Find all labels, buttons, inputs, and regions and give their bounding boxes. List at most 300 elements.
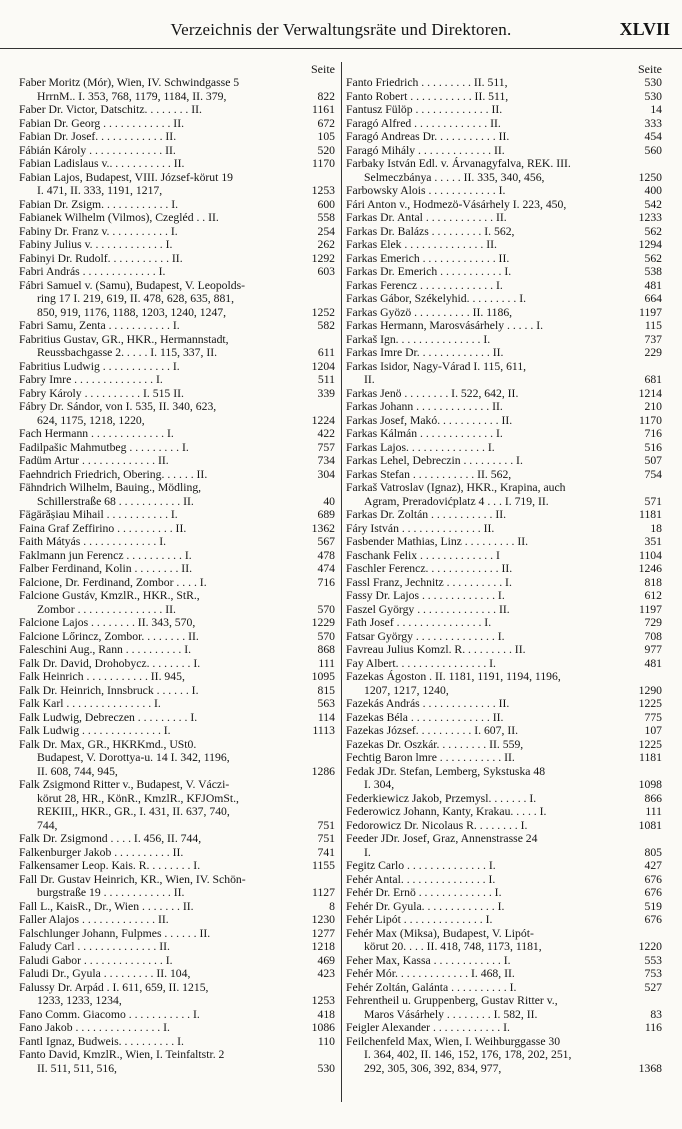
index-entry-line: [19, 576, 337, 590]
entry-text: Agram, Preradovićplatz 4 . . . I. 719, II.: [364, 494, 549, 508]
entry-page-number: 1214: [638, 386, 662, 400]
entry-text: Fanto Friedrich . . . . . . . . . II. 511,: [346, 76, 508, 89]
entry-text: Faehndrich Friedrich, Obering. . . . . . II.: [19, 467, 208, 481]
index-entry-line: [346, 535, 664, 549]
entry-page-number: 333: [644, 116, 662, 130]
right-column: [346, 62, 664, 1075]
index-entry-line: [346, 171, 664, 185]
index-entry-line: [19, 198, 337, 212]
index-entry-line: [346, 738, 664, 752]
entry-text: Faber Dr. Victor, Datschitz. . . . . . . . II.: [19, 103, 202, 116]
entry-page-number: 427: [644, 859, 662, 872]
index-entry-line: [346, 346, 664, 360]
index-entry-line: [346, 711, 664, 725]
index-entry-line: [19, 927, 337, 941]
index-entry-line: [19, 967, 337, 981]
index-entry-line: [19, 751, 337, 765]
entry-page-number: 110: [317, 1034, 335, 1048]
page-number: XLVII: [619, 19, 670, 39]
entry-page-number: 18: [650, 521, 662, 535]
entry-page-number: 1181: [639, 508, 662, 521]
index-entry-line: [19, 1062, 337, 1076]
entry-page-number: 676: [644, 886, 662, 899]
entry-text: Fechtig Baron lmre . . . . . . . . . . . II.: [346, 751, 515, 764]
entry-text: 850, 919, 1176, 1188, 1203, 1240, 1247,: [37, 305, 227, 319]
index-entry-line: [19, 549, 337, 563]
entry-page-number: 757: [317, 440, 335, 454]
entry-text: Fall L., KaisR., Dr., Wien . . . . . . . II.: [19, 899, 194, 913]
index-entry-line: [19, 630, 337, 644]
index-entry-line: [346, 1035, 664, 1049]
entry-text: Fedorowicz Dr. Nicolaus R. . . . . . . . I.: [346, 818, 528, 832]
entry-text: Feeder JDr. Josef, Graz, Annenstrasse 24: [346, 832, 538, 845]
entry-text: Faragó Andreas Dr. . . . . . . . . . . II.: [346, 130, 510, 143]
entry-page-number: 111: [645, 805, 662, 818]
index-entry-line: [346, 130, 664, 144]
index-entry-line: [19, 481, 337, 495]
index-entry-line: [346, 819, 664, 833]
entry-page-number: 751: [317, 832, 335, 845]
entry-text: Fehrentheil u. Gruppenberg, Gustav Ritter v.,: [346, 994, 558, 1007]
entry-text: Faleschini Aug., Rann . . . . . . . . . . I.: [19, 643, 192, 656]
entry-text: Faragó Alfred . . . . . . . . . . . . . II.: [346, 116, 501, 130]
entry-text: Faszel György . . . . . . . . . . . . . . II.: [346, 602, 510, 616]
index-entry-line: [346, 697, 664, 711]
entry-page-number: 1218: [311, 940, 335, 953]
index-entry-line: [19, 724, 337, 738]
index-entry-line: [19, 427, 337, 441]
entry-page-number: 1229: [311, 616, 335, 629]
index-entry-line: [346, 306, 664, 320]
entry-page-number: 560: [644, 143, 662, 157]
entry-page-number: 977: [644, 643, 662, 656]
entry-text: Reussbachgasse 2. . . . . I. 115, 337, II.: [37, 346, 218, 359]
entry-page-number: 339: [317, 386, 335, 400]
entry-page-number: 1233: [638, 211, 662, 224]
entry-text: 1233, 1233, 1234,: [37, 994, 122, 1007]
index-entry-line: [19, 306, 337, 320]
page-header: [0, 8, 682, 49]
entry-text: Fähndrich Wilhelm, Bauing., Mödling,: [19, 481, 202, 494]
entry-text: Farkaš Ign. . . . . . . . . . . . . . . I.: [346, 332, 491, 346]
entry-text: Fabiny Julius v. . . . . . . . . . . . . I.: [19, 238, 173, 251]
entry-text: Falk Dr. David, Drohobycz. . . . . . . . I.: [19, 656, 201, 670]
entry-text: Schillerstraße 68 . . . . . . . . . . . II.: [37, 494, 194, 508]
entry-text: Fábián Károly . . . . . . . . . . . . . II.: [19, 143, 176, 157]
index-entry-line: [19, 913, 337, 927]
entry-page-number: 114: [317, 710, 335, 724]
entry-text: Farkas Dr. Antal . . . . . . . . . . . . II.: [346, 211, 507, 224]
entry-page-number: 1225: [638, 697, 662, 710]
entry-page-number: 418: [317, 1007, 335, 1021]
entry-page-number: 570: [317, 602, 335, 616]
index-entry-line: [346, 373, 664, 387]
index-entry-line: [19, 643, 337, 657]
index-entry-line: [346, 103, 664, 117]
entry-text: Falussy Dr. Arpád . I. 611, 659, II. 1215,: [19, 980, 209, 994]
entry-text: Fath Josef . . . . . . . . . . . . . . . I.: [346, 616, 492, 629]
index-entry-line: [346, 792, 664, 806]
entry-text: Feilchenfeld Max, Wien, I. Weihburggasse 30: [346, 1034, 561, 1048]
index-entry-line: [346, 441, 664, 455]
entry-text: Fazekas Ágoston . II. 1181, 1191, 1194, 1196,: [346, 670, 561, 683]
entry-page-number: 681: [644, 373, 662, 386]
index-entry-line: [346, 994, 664, 1008]
index-entry-line: [19, 76, 337, 90]
index-entry-line: [19, 90, 337, 104]
index-entry-line: [19, 738, 337, 752]
entry-page-number: 107: [644, 724, 662, 737]
entry-page-number: 818: [644, 575, 662, 589]
index-entry-line: [19, 319, 337, 333]
entry-text: Fassl Franz, Jechnitz . . . . . . . . . . I.: [346, 575, 512, 589]
index-entry-line: [19, 819, 337, 833]
entry-page-number: 1095: [311, 670, 335, 683]
index-entry-line: [346, 805, 664, 819]
index-entry-line: [19, 603, 337, 617]
entry-page-number: 1161: [312, 103, 335, 116]
entry-text: Fegitz Carlo . . . . . . . . . . . . . . I.: [346, 859, 496, 872]
index-entry-line: [346, 279, 664, 293]
entry-page-number: 1127: [312, 886, 335, 899]
index-entry-line: [346, 684, 664, 698]
entry-text: Fabianek Wilhelm (Vilmos), Czegléd . . II.: [19, 211, 219, 224]
entry-text: Falk Dr. Max, GR., HKRKmd., USt0.: [19, 737, 197, 751]
entry-text: Fabri Samu, Zenta . . . . . . . . . . . I.: [19, 319, 180, 332]
entry-text: Falk Ludwig, Debreczen . . . . . . . . . I.: [19, 710, 198, 724]
entry-page-number: 1225: [638, 737, 662, 751]
entry-page-number: 1253: [311, 184, 335, 197]
index-entry-line: [346, 900, 664, 914]
entry-text: Faith Mátyás . . . . . . . . . . . . . I.: [19, 535, 167, 548]
index-entry-line: [19, 400, 337, 414]
index-entry-line: [346, 846, 664, 860]
entry-text: II.: [364, 373, 375, 386]
entry-page-number: 689: [317, 508, 335, 521]
index-entry-line: [19, 292, 337, 306]
entry-text: Fehér Dr. Ernö . . . . . . . . . . . . . I.: [346, 886, 502, 899]
index-entry-line: [346, 927, 664, 941]
entry-text: Faklmann jun Ferencz . . . . . . . . . . I.: [19, 548, 192, 562]
entry-text: Farkas Isidor, Nagy-Várad I. 115, 611,: [346, 359, 527, 373]
entry-text: Farkas Josef, Makó. . . . . . . . . . . II.: [346, 413, 513, 427]
entry-text: Farkas Dr. Zoltán . . . . . . . . . . . II.: [346, 508, 507, 521]
entry-page-number: 754: [644, 467, 662, 481]
index-entry-line: [346, 765, 664, 779]
entry-text: Fantusz Fülöp . . . . . . . . . . . . . II.: [346, 103, 503, 116]
entry-text: Falcione Gustáv, KmzlR., HKR., StR.,: [19, 589, 200, 602]
index-entry-line: [19, 1035, 337, 1049]
entry-text: 624, 1175, 1218, 1220,: [37, 413, 145, 427]
index-entry-line: [346, 967, 664, 981]
entry-text: Farkas Stefan . . . . . . . . . . . II. 562,: [346, 467, 512, 481]
entry-text: Faludi Dr., Gyula . . . . . . . . . II. 104,: [19, 967, 191, 980]
index-entry-line: [346, 198, 664, 212]
index-entry-line: [19, 657, 337, 671]
entry-text: I. 471, II. 333, 1191, 1217,: [37, 184, 163, 197]
entry-page-number: 115: [644, 319, 662, 332]
index-entry-line: [346, 144, 664, 158]
entry-page-number: 1250: [638, 170, 662, 184]
entry-text: HrrnM.. I. 353, 768, 1179, 1184, II. 379,: [37, 89, 227, 103]
index-entry-line: [346, 76, 664, 90]
entry-page-number: 1170: [639, 413, 662, 427]
entry-text: Fabian Lajos, Budapest, VIII. József-körut 19: [19, 170, 234, 184]
index-entry-line: [19, 184, 337, 198]
index-entry-line: [346, 724, 664, 738]
index-entry-line: [19, 441, 337, 455]
entry-page-number: 229: [644, 346, 662, 359]
index-entry-line: [19, 144, 337, 158]
index-entry-line: [346, 603, 664, 617]
index-entry-line: [19, 468, 337, 482]
index-entry-line: [19, 873, 337, 887]
index-entry-line: [346, 427, 664, 441]
entry-text: Fabian Ladislaus v.. . . . . . . . . . . II.: [19, 157, 185, 170]
index-entry-line: [19, 211, 337, 225]
index-entry-line: [346, 913, 664, 927]
entry-page-number: 558: [317, 211, 335, 224]
entry-text: Fabritius Gustav, GR., HKR., Hermannstadt,: [19, 332, 229, 346]
entry-text: Farkas Elek . . . . . . . . . . . . . . II.: [346, 238, 497, 251]
entry-text: Farkas Lajos. . . . . . . . . . . . . . I.: [346, 440, 495, 454]
entry-text: Fabinyi Dr. Rudolf. . . . . . . . . . . II.: [19, 251, 183, 265]
index-entry-line: [19, 832, 337, 846]
entry-text: Farkas Johann . . . . . . . . . . . . . II.: [346, 400, 503, 413]
entry-page-number: 1220: [638, 940, 662, 953]
entry-page-number: 1286: [311, 764, 335, 778]
entry-page-number: 753: [644, 967, 662, 980]
entry-page-number: 676: [644, 872, 662, 886]
entry-page-number: 530: [644, 76, 662, 89]
index-entry-line: [346, 886, 664, 900]
entry-page-number: 570: [317, 629, 335, 643]
entry-text: Zombor . . . . . . . . . . . . . . . II.: [37, 602, 176, 616]
index-entry-line: [346, 319, 664, 333]
index-entry-line: [346, 292, 664, 306]
index-entry-line: [346, 90, 664, 104]
entry-text: Faludy Carl . . . . . . . . . . . . . . II.: [19, 940, 170, 953]
index-entry-line: [19, 670, 337, 684]
entry-page-number: 716: [644, 427, 662, 440]
entry-page-number: 542: [644, 197, 662, 211]
entry-text: Faber Moritz (Mór), Wien, IV. Schwindgasse 5: [19, 76, 240, 89]
entry-text: Farkas Gábor, Székelyhid. . . . . . . . . I.: [346, 292, 527, 305]
index-entry-line: [346, 576, 664, 590]
entry-text: Faschank Felix . . . . . . . . . . . . . I: [346, 548, 500, 562]
index-entry-line: [19, 522, 337, 536]
entry-text: Faina Graf Zeffirino . . . . . . . . . . II.: [19, 521, 187, 535]
entry-text: Falk Dr. Zsigmond . . . . I. 456, II. 744,: [19, 832, 202, 845]
entry-text: Fabry Károly . . . . . . . . . . I. 515 II.: [19, 386, 184, 400]
index-entry-line: [346, 751, 664, 765]
entry-text: Farbaky István Edl. v. Árvanagyfalva, REK. III.: [346, 157, 571, 170]
entry-page-number: 1204: [311, 359, 335, 373]
entry-text: Falschlunger Johann, Fulpmes . . . . . . II.: [19, 926, 211, 940]
index-entry-line: [346, 832, 664, 846]
entry-text: Fall Dr. Gustav Heinrich, KR., Wien, IV. Schön-: [19, 872, 246, 886]
index-entry-line: [346, 954, 664, 968]
index-entry-line: [19, 684, 337, 698]
index-entry-line: [19, 535, 337, 549]
index-entry-line: [346, 562, 664, 576]
entry-page-number: 664: [644, 292, 662, 305]
entry-page-number: 527: [644, 980, 662, 994]
entry-page-number: 571: [644, 494, 662, 508]
index-entry-line: [346, 414, 664, 428]
index-entry-line: [346, 1021, 664, 1035]
entry-page-number: 1277: [311, 926, 335, 940]
entry-page-number: 1081: [638, 818, 662, 832]
entry-text: Federowicz Johann, Kanty, Krakau. . . . . I.: [346, 805, 547, 818]
entry-text: Fári Anton v., Hodmezö-Vásárhely I. 223, 450,: [346, 197, 567, 211]
index-entry-line: [346, 778, 664, 792]
entry-page-number: 40: [323, 494, 335, 508]
entry-text: Farkas Imre Dr. . . . . . . . . . . . . II.: [346, 346, 504, 359]
index-entry-line: [346, 265, 664, 279]
index-entry-line: [19, 1021, 337, 1035]
entry-page-number: 1104: [639, 548, 662, 562]
index-entry-line: [346, 1008, 664, 1022]
index-entry-line: [19, 954, 337, 968]
entry-page-number: 815: [317, 683, 335, 697]
index-entry-line: [346, 616, 664, 630]
entry-text: 292, 305, 306, 392, 834, 977,: [364, 1061, 502, 1075]
entry-text: Fehér Mór. . . . . . . . . . . . . I. 468, II.: [346, 967, 515, 980]
entry-text: Fabiny Dr. Franz v. . . . . . . . . . . I.: [19, 224, 178, 238]
entry-text: Fabian Dr. Zsigm. . . . . . . . . . . . I.: [19, 197, 179, 211]
entry-text: II. 608, 744, 945,: [37, 764, 118, 778]
entry-text: Falk Heinrich . . . . . . . . . . . II. 945,: [19, 670, 185, 683]
index-entry-line: [19, 238, 337, 252]
entry-text: Fehér Antal. . . . . . . . . . . . . . . I.: [346, 872, 496, 886]
entry-text: Fano Comm. Giacomo . . . . . . . . . . . I.: [19, 1007, 200, 1021]
index-entry-line: [19, 711, 337, 725]
entry-page-number: 563: [317, 697, 335, 710]
index-entry-line: [346, 508, 664, 522]
entry-page-number: 1224: [311, 413, 335, 427]
index-entry-line: [19, 846, 337, 860]
seite-label: Seite: [311, 62, 335, 76]
left-column: [19, 62, 337, 1075]
index-entry-line: [19, 265, 337, 279]
index-entry-line: [19, 225, 337, 239]
index-entry-line: [19, 508, 337, 522]
entry-page-number: 530: [317, 1061, 335, 1075]
index-entry-line: [19, 279, 337, 293]
entry-text: körut 20. . . . II. 418, 748, 1173, 1181,: [364, 940, 542, 953]
entry-page-number: 1155: [312, 859, 335, 872]
index-entry-line: [19, 252, 337, 266]
entry-text: körut 28, HR., KönR., KmzlR., KFJOmSt.,: [37, 791, 239, 805]
index-entry-line: [19, 792, 337, 806]
index-entry-line: [19, 103, 337, 117]
entry-page-number: 672: [317, 116, 335, 130]
index-entry-line: [346, 225, 664, 239]
entry-text: 744,: [37, 818, 58, 832]
entry-text: Farkas Dr. Emerich . . . . . . . . . . . I.: [346, 265, 512, 278]
index-entry-line: [19, 333, 337, 347]
entry-page-number: 1368: [638, 1061, 662, 1075]
entry-text: Farkas Gyözö . . . . . . . . . . II. 1186,: [346, 305, 513, 319]
index-entry-line: [346, 333, 664, 347]
entry-text: REKIII,, HKR., GR., I. 431, II. 637, 740,: [37, 805, 230, 818]
entry-page-number: 805: [644, 845, 662, 859]
index-entry-line: [346, 211, 664, 225]
entry-page-number: 454: [644, 130, 662, 143]
entry-page-number: 1290: [638, 683, 662, 697]
entry-page-number: 481: [644, 656, 662, 670]
index-entry-line: [346, 454, 664, 468]
index-entry-line: [346, 495, 664, 509]
index-entry-line: [346, 1048, 664, 1062]
entry-text: Fábry Dr. Sándor, von I. 535, II. 340, 623,: [19, 400, 217, 413]
entry-page-number: 400: [644, 184, 662, 197]
index-entry-line: [346, 360, 664, 374]
entry-text: Fanto Robert . . . . . . . . . . . II. 511,: [346, 89, 509, 103]
index-entry-line: [19, 360, 337, 374]
index-entry-line: [19, 765, 337, 779]
entry-text: Farkaš Vatroslav (Ignaz), HKR., Krapina, auch: [346, 481, 566, 494]
entry-text: Fáry István . . . . . . . . . . . . . . II.: [346, 521, 495, 535]
index-entry-line: [346, 940, 664, 954]
entry-page-number: 1098: [638, 778, 662, 791]
entry-text: Fatsar György . . . . . . . . . . . . . . I.: [346, 629, 505, 643]
entry-text: Fabritius Ludwig . . . . . . . . . . . . I.: [19, 359, 180, 373]
entry-text: Farkas Hermann, Marosvásárhely . . . . . I.: [346, 319, 544, 332]
entry-text: Fantl Ignaz, Budweis. . . . . . . . . . I.: [19, 1034, 184, 1048]
entry-page-number: 519: [644, 899, 662, 913]
entry-page-number: 567: [317, 535, 335, 548]
index-entry-line: [346, 252, 664, 266]
index-entry-line: [346, 522, 664, 536]
entry-text: Farkas Kálmán . . . . . . . . . . . . . I.: [346, 427, 503, 440]
index-entry-line: [19, 562, 337, 576]
entry-page-number: 1230: [311, 913, 335, 926]
entry-page-number: 1197: [639, 305, 662, 319]
entry-page-number: 1181: [639, 751, 662, 764]
entry-text: Fábri Samuel v. (Samu), Budapest, V. Leopolds-: [19, 278, 246, 292]
entry-text: Fehér Max (Miksa), Budapest, V. Lipót-: [346, 926, 534, 940]
entry-text: Farkas Lehel, Debreczin . . . . . . . . . I.: [346, 454, 523, 467]
entry-page-number: 14: [650, 103, 662, 116]
entry-page-number: 474: [317, 562, 335, 575]
index-entry-line: [19, 157, 337, 171]
index-entry-line: [346, 981, 664, 995]
index-entry-line: [346, 238, 664, 252]
index-entry-line: [346, 873, 664, 887]
entry-text: ring 17 I. 219, 619, II. 478, 628, 635, 881,: [37, 292, 235, 305]
entry-text: Fazekás András . . . . . . . . . . . . . II.: [346, 697, 510, 710]
entry-text: Fehér Zoltán, Galánta . . . . . . . . . . I.: [346, 980, 517, 994]
index-entry-line: [19, 130, 337, 144]
entry-page-number: 868: [317, 643, 335, 656]
entry-text: Farkas Dr. Balázs . . . . . . . . . I. 562,: [346, 224, 515, 238]
index-entry-line: [19, 373, 337, 387]
entry-page-number: 1292: [311, 251, 335, 265]
entry-text: Farkas Emerich . . . . . . . . . . . . . II.: [346, 251, 510, 265]
entry-page-number: 611: [317, 346, 335, 359]
entry-text: Farbowsky Alois . . . . . . . . . . . . I.: [346, 184, 506, 197]
entry-page-number: 562: [644, 224, 662, 238]
index-entry-line: [19, 805, 337, 819]
entry-text: Fabian Dr. Georg . . . . . . . . . . . . II.: [19, 116, 185, 130]
index-entry-line: [346, 117, 664, 131]
entry-page-number: 1246: [638, 562, 662, 575]
entry-text: Fay Albert. . . . . . . . . . . . . . . . I.: [346, 656, 496, 670]
entry-text: Feher Max, Kassa . . . . . . . . . . . . I.: [346, 953, 511, 967]
index-entry-line: [19, 454, 337, 468]
